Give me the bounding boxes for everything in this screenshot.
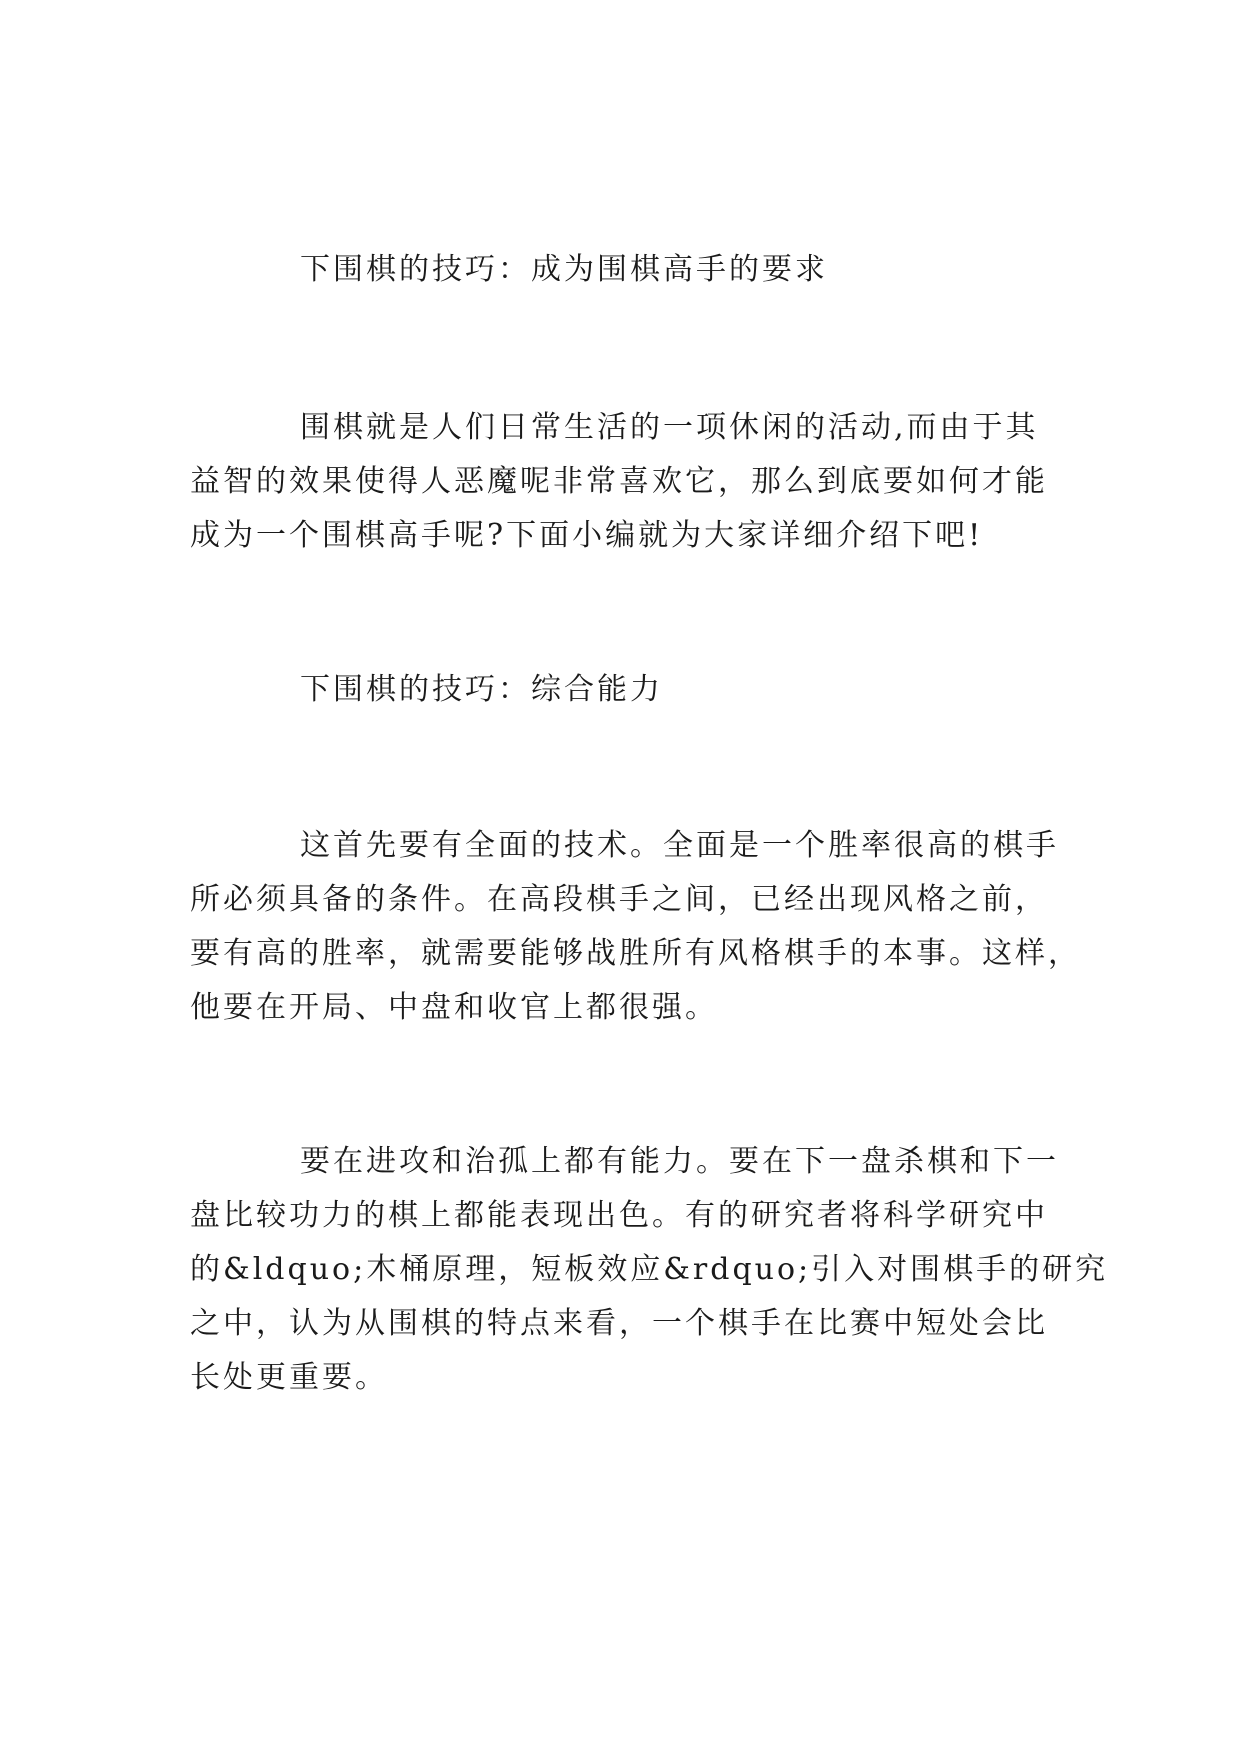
paragraph-line: 盘比较功力的棋上都能表现出色。有的研究者将科学研究中 (190, 1198, 1048, 1233)
paragraph-line: 益智的效果使得人恶魔呢非常喜欢它，那么到底要如何才能 (190, 464, 1048, 499)
paragraph-line: 这首先要有全面的技术。全面是一个胜率很高的棋手 (300, 828, 1059, 863)
document-title: 下围棋的技巧：成为围棋高手的要求 (300, 252, 828, 287)
paragraph-line: 他要在开局、中盘和收官上都很强。 (190, 990, 718, 1025)
paragraph-line: 要有高的胜率，就需要能够战胜所有风格棋手的本事。这样， (190, 936, 1081, 971)
paragraph-line: 成为一个围棋高手呢?下面小编就为大家详细介绍下吧! (190, 518, 984, 553)
paragraph-line: 围棋就是人们日常生活的一项休闲的活动,而由于其 (300, 410, 1039, 445)
section-heading: 下围棋的技巧：综合能力 (300, 672, 663, 707)
paragraph-line: 所必须具备的条件。在高段棋手之间，已经出现风格之前， (190, 882, 1048, 917)
paragraph-line: 之中，认为从围棋的特点来看，一个棋手在比赛中短处会比 (190, 1306, 1048, 1341)
paragraph-line: 要在进攻和治孤上都有能力。要在下一盘杀棋和下一 (300, 1144, 1059, 1179)
paragraph-line: 长处更重要。 (190, 1360, 388, 1395)
paragraph-line: 的&ldquo;木桶原理，短板效应&rdquo;引入对围棋手的研究 (190, 1252, 1109, 1287)
